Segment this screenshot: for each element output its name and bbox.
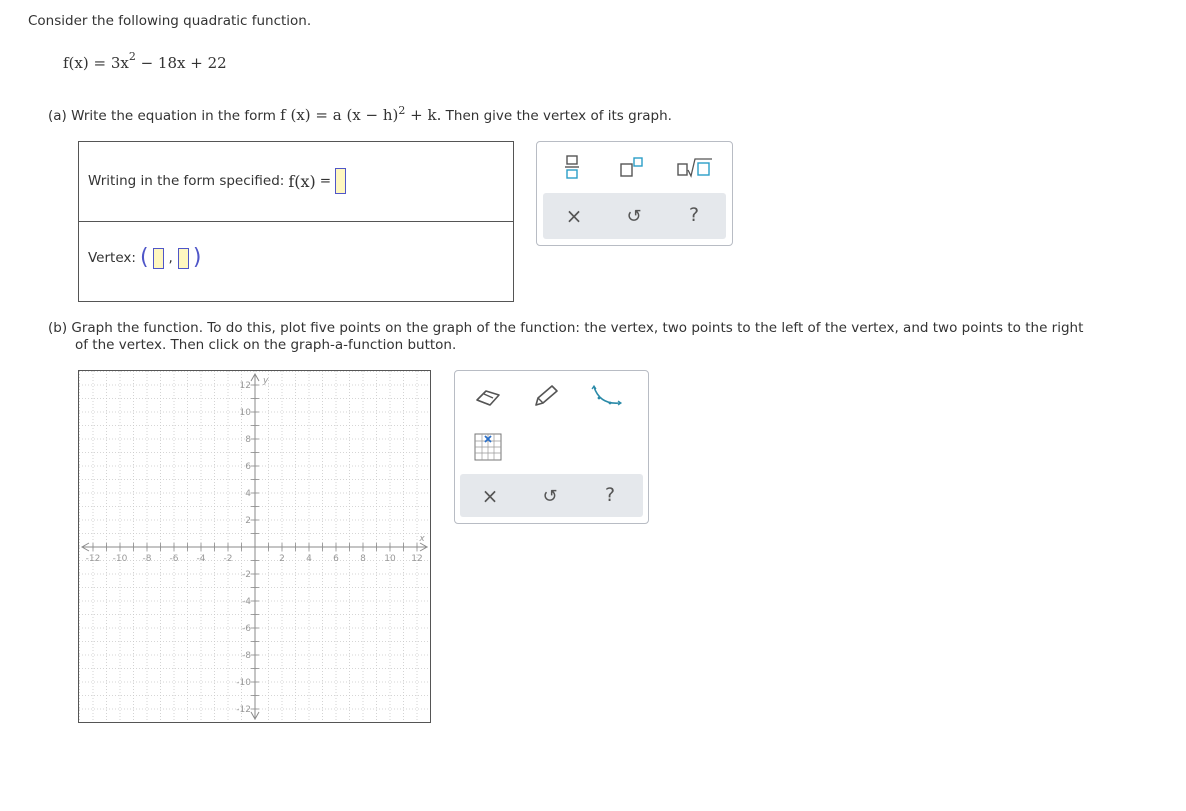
part-a-prompt: [48, 104, 672, 124]
help-button[interactable]: ?: [688, 204, 700, 226]
y-tick-label: -2: [242, 570, 251, 580]
graph-clear-button[interactable]: ×: [481, 484, 499, 508]
vertex-y-input[interactable]: [178, 248, 189, 269]
palette-a-action-bar: [543, 193, 726, 239]
x-tick-label: 6: [333, 554, 339, 564]
function-definition: [63, 52, 227, 72]
vertex-label: Vertex:: [88, 250, 136, 266]
vertex-comma: ,: [168, 250, 173, 266]
coordinate-grid[interactable]: [79, 371, 430, 722]
y-tick-label: -6: [242, 624, 251, 634]
form-answer-box: [78, 141, 514, 222]
intro-text: Consider the following quadratic function.: [28, 13, 312, 29]
graph-help-button[interactable]: ?: [604, 484, 616, 506]
graph-function-icon[interactable]: [589, 383, 625, 409]
y-tick-label: 6: [245, 462, 251, 472]
x-tick-label: 8: [360, 554, 366, 564]
x-tick-label: -2: [223, 554, 233, 564]
y-tick-label: 8: [245, 435, 251, 445]
x-tick-label: -4: [196, 554, 206, 564]
y-tick-label: 12: [239, 381, 251, 391]
y-tick-label: -12: [236, 705, 251, 715]
palette-b-action-bar: [460, 474, 643, 517]
x-tick-label: 2: [279, 554, 285, 564]
x-tick-label: -8: [142, 554, 152, 564]
graph-area[interactable]: [78, 370, 431, 723]
form-function-name: f(x): [288, 171, 316, 191]
equals-sign: =: [319, 173, 332, 189]
part-b-line1: (b) Graph the function. To do this, plot five points on the graph of the function: the vertex, two points to the left of the vertex, and two points to the right: [48, 320, 1084, 336]
function-rhs: − 18x + 22: [135, 54, 227, 72]
vertex-open-paren: (: [139, 245, 149, 270]
vertex-form-rhs: + k.: [405, 106, 442, 124]
vertex-x-input[interactable]: [153, 248, 164, 269]
part-a-prefix: (a) Write the equation in the form: [48, 108, 281, 124]
y-tick-label: 4: [245, 489, 251, 499]
x-tick-label: -10: [112, 554, 128, 564]
form-answer-line: [88, 168, 346, 194]
vertex-answer-line: [88, 247, 201, 269]
vertex-form-lhs: f (x) = a (x − h): [280, 106, 399, 124]
undo-button[interactable]: ↺: [626, 205, 642, 227]
sqrt-icon[interactable]: [675, 154, 715, 180]
part-b-line2: of the vertex. Then click on the graph-a-function button.: [75, 337, 457, 353]
math-palette: [536, 141, 733, 246]
y-tick-label: 2: [245, 516, 251, 526]
vertex-form-exponent: 2: [398, 104, 406, 117]
part-b-prompt: [48, 320, 1158, 354]
vertex-answer-box: [78, 221, 514, 302]
superscript-icon[interactable]: [619, 154, 645, 180]
function-lhs: f(x) = 3x: [63, 54, 129, 72]
y-tick-label: -4: [242, 597, 251, 607]
x-tick-label: -12: [85, 554, 101, 564]
y-tick-label: 10: [239, 408, 251, 418]
fraction-icon[interactable]: [559, 154, 585, 180]
part-a-suffix: Then give the vertex of its graph.: [441, 108, 672, 124]
x-tick-label: -6: [169, 554, 179, 564]
pencil-icon[interactable]: [531, 383, 561, 409]
function-exponent: 2: [128, 50, 136, 63]
y-axis-label: y: [263, 376, 269, 386]
x-tick-label: 4: [306, 554, 312, 564]
x-tick-label: 12: [411, 554, 423, 564]
x-axis-label: x: [419, 534, 425, 544]
vertex-close-paren: ): [192, 245, 202, 270]
form-label: Writing in the form specified:: [88, 173, 285, 189]
y-tick-label: -8: [242, 651, 251, 661]
point-grid-icon[interactable]: [473, 433, 503, 461]
graph-undo-button[interactable]: ↺: [542, 485, 558, 507]
eraser-icon[interactable]: [473, 384, 503, 410]
graph-tool-palette: [454, 370, 649, 524]
clear-button[interactable]: ×: [565, 204, 583, 228]
x-tick-label: 10: [384, 554, 396, 564]
y-tick-label: -10: [236, 678, 251, 688]
form-answer-input[interactable]: [335, 168, 346, 194]
